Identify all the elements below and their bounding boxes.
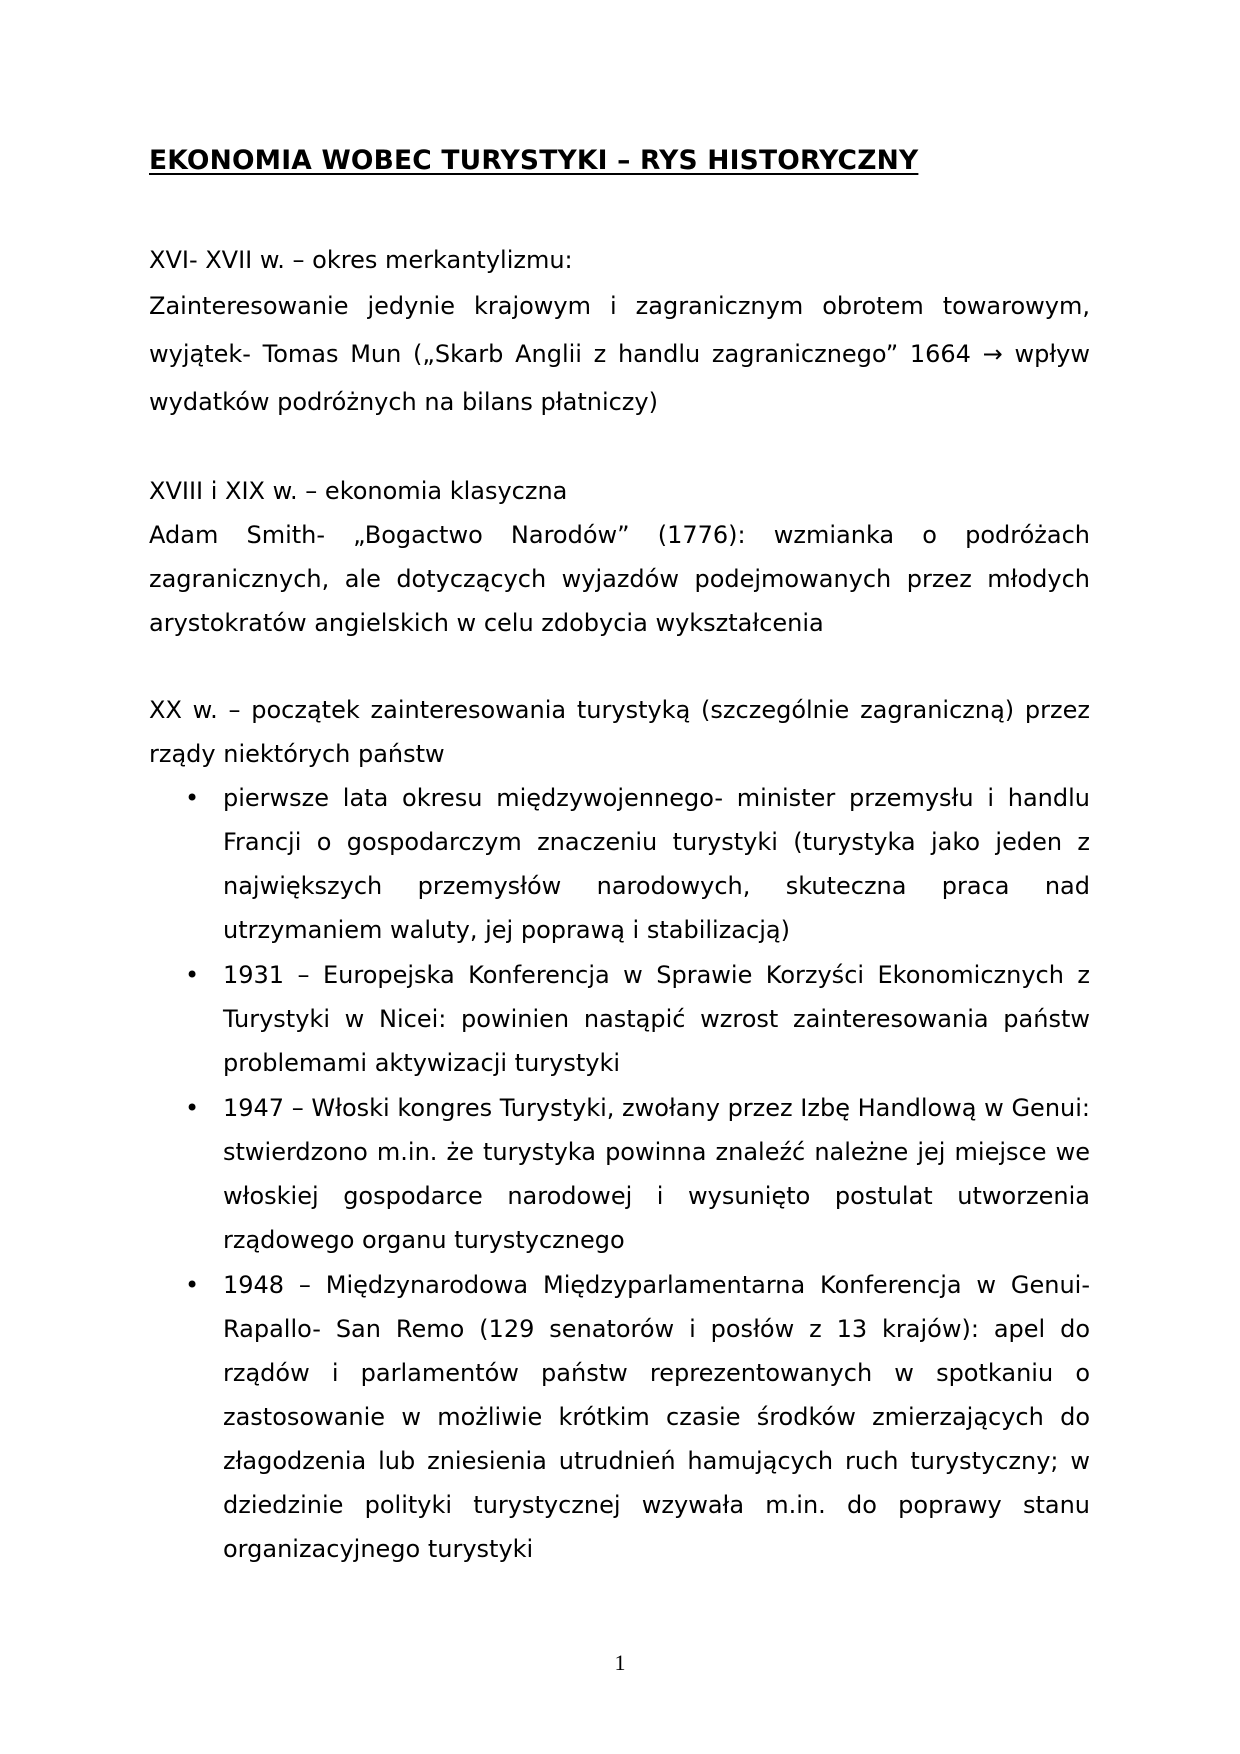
bullet-list	[149, 776, 1090, 1571]
paragraph-gap	[149, 426, 1090, 469]
paragraph-adam-smith: Adam Smith- „Bogactwo Narodów” (1776): wzmianka o podróżach zagranicznych, ale dotyczących wyjazdów podejmowanych przez młodych arystokratów angielskich w celu zdobycia wykształcenia	[149, 521, 1090, 637]
list-item	[149, 1086, 1090, 1262]
page-number: 1	[614, 1650, 626, 1675]
bullet-icon: •	[185, 1094, 200, 1122]
list-item-text: 1931 – Europejska Konferencja w Sprawie Korzyści Ekonomicznych z Turystyki w Nicei: powinien nastąpić wzrost zainteresowania państw problemami aktywizacji turystyki	[223, 961, 1090, 1077]
list-item-text: pierwsze lata okresu międzywojennego- minister przemysłu i handlu Francji o gospodarczym znaczeniu turystyki (turystyka jako jeden z największych przemysłów narodowych, skuteczna praca nad utrzymaniem waluty, jej poprawą i stabilizacją)	[223, 784, 1090, 944]
list-item	[149, 776, 1090, 952]
bullet-icon: •	[185, 1271, 200, 1299]
document-body	[149, 238, 1090, 1572]
paragraph-mercantilism: Zainteresowanie jedynie krajowym i zagranicznym obrotem towarowym, wyjątek- Tomas Mun („Skarb Anglii z handlu zagranicznego” 1664 → wpływ wydatków podróżnych na bilans płatniczy)	[149, 292, 1090, 416]
list-item-text: 1947 – Włoski kongres Turystyki, zwołany przez Izbę Handlową w Genui: stwierdzono m.in. że turystyka powinna znaleźć należne jej miejsce we włoskiej gospodarce narodowej i wysunięto postulat utworzenia rządowego organu turystycznego	[223, 1094, 1090, 1254]
bullet-icon: •	[185, 784, 200, 812]
document-title: EKONOMIA WOBEC TURYSTYKI – RYS HISTORYCZNY	[149, 145, 919, 176]
section-heading-mercantilism: XVI- XVII w. – okres merkantylizmu:	[149, 246, 573, 274]
list-item	[149, 1263, 1090, 1571]
list-item-text: 1948 – Międzynarodowa Międzyparlamentarna Konferencja w Genui- Rapallo- San Remo (129 senatorów i posłów z 13 krajów): apel do rządów i parlamentów państw reprezentowanych w spotkaniu o zastosowanie w możliwie krótkim czasie środków zmierzających do złagodzenia lub zniesienia utrudnień hamujących ruch turystyczny; w dziedzinie polityki turystycznej wzywała m.in. do poprawy stanu organizacyjnego turystyki	[223, 1271, 1090, 1563]
section-heading-classical-economics: XVIII i XIX w. – ekonomia klasyczna	[149, 477, 568, 505]
section-heading-20th-century: XX w. – początek zainteresowania turystyką (szczególnie zagraniczną) przez rządy niektórych państw	[149, 696, 1090, 768]
list-item	[149, 953, 1090, 1085]
bullet-icon: •	[185, 961, 200, 989]
paragraph-gap	[149, 645, 1090, 688]
